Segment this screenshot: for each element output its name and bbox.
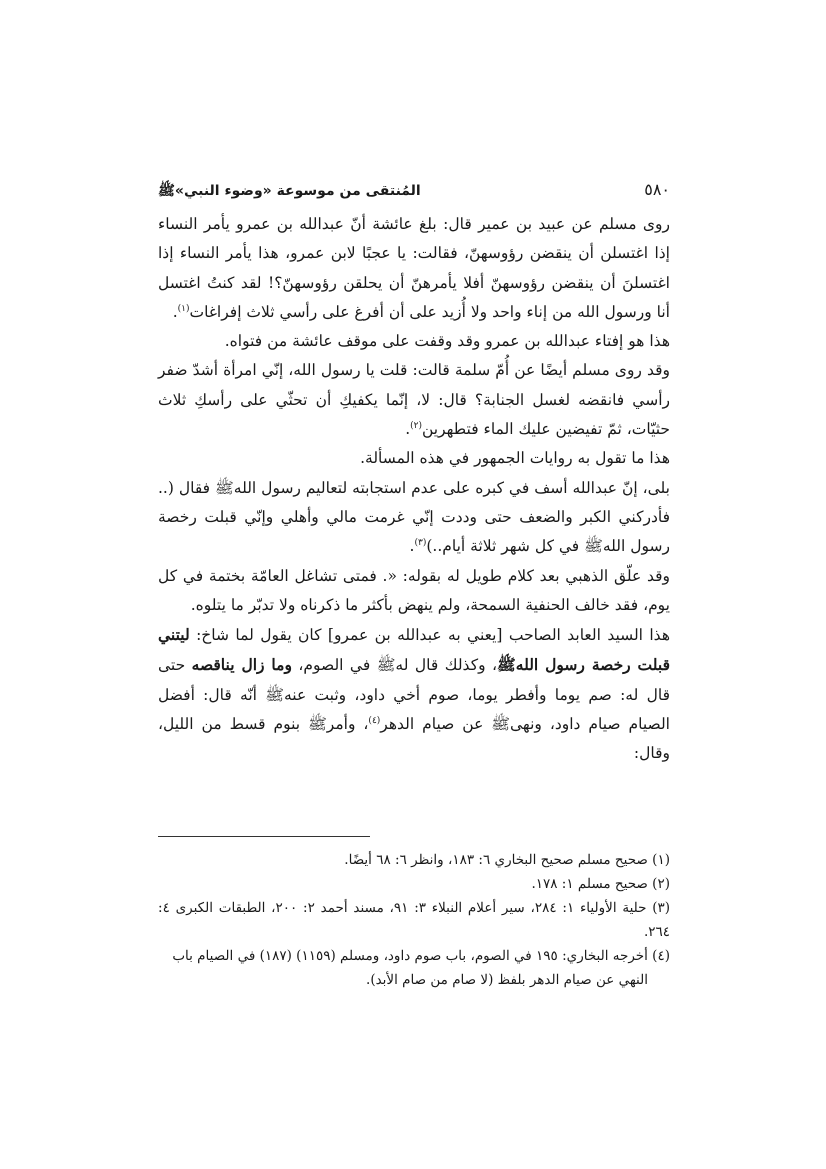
footnote-ref-2[interactable]: (٢) [410,420,422,431]
paragraph-2: هذا هو إفتاء عبدالله بن عمرو وقد وقفت على موقف عائشة من فتواه. [224,332,670,351]
book-title: المُنتقى من موسوعة «وضوء النبي»ﷺ [158,183,421,199]
footnotes [158,848,670,992]
paragraph-1-text: روى مسلم عن عبيد بن عمير قال: بلغ عائشة أنّ عبدالله بن عمرو يأمر النساء إذا اغتسلن أن ينقضن رؤوسهنّ، فقالت: يا عجبًا لابن عمرو، هذا يأمر النساء إذا اغتسلنَ أن ينقضن رؤوسهنّ أفلا يأمرهنّ أن يحلقن رؤوسهنّ؟! لقد كنتُ اغتسل أنا ورسول الله من إناء واحد ولا أُزيد على أن أفرغ على رأسي ثلاث إفراغات [158,215,670,321]
paragraph-6: وقد علّق الذهبي بعد كلام طويل له بقوله: «. فمتى تشاغل العامّة بختمة في كل يوم، فقد خالف الحنفية السمحة، ولم ينهض بأكثر ما ذكرناه ولا تدبّر ما يتلوه. [158,566,670,614]
main-text [158,210,670,769]
paragraph-4: هذا ما تقول به روايات الجمهور في هذه المسألة. [360,449,670,468]
paragraph-7-c: ، وكذلك قال لهﷺ في الصوم، [291,656,498,675]
footnote-3: (٣) حلية الأولياء ١: ٢٨٤، سير أعلام النبلاء ٣: ٩١، مسند أحمد ٢: ٢٠٠، الطبقات الكبرى ٤: ٢٦٤. [158,900,671,940]
footnote-4-continued: النهي عن صيام الدهر بلفظ (لا صام من صام الأبد). [366,972,648,988]
paragraph-7-bold-1: ليتني قبلت رخصة رسول اللهﷺ [158,625,670,675]
footnote-ref-4[interactable]: (٤) [368,715,381,726]
paragraph-5-text: بلى، إنّ عبدالله أسف في كبره على عدم استجابته لتعاليم رسول اللهﷺ فقال (.. فأدركني الكبر والضعف حتى وددت إنّي غرمت مالي وأهلي وإنّي قبلت رخصة رسول اللهﷺ في كل شهر ثلاثة أيام..) [158,478,670,556]
paragraph-5 [158,474,670,562]
paragraph-5-end: . [409,537,415,556]
paragraph-3-end: . [405,420,411,439]
page-number: ٥٨٠ [644,180,670,199]
paragraph-1-end: . [172,302,178,321]
paragraph-7 [158,620,670,768]
footnote-ref-3[interactable]: (٣) [414,538,427,549]
footnote-separator [158,836,370,837]
running-header [158,180,670,208]
footnote-4: (٤) أخرجه البخاري: ١٩٥ في الصوم، باب صوم داود، ومسلم (١١٥٩) (١٨٧) في الصيام باب [172,948,670,964]
footnote-1: (١) صحيح مسلم صحيح البخاري ٦: ١٨٣، وانظر ٦: ٦٨ أيضًا. [344,852,670,868]
paragraph-7-e: ، وأمرﷺ بنوم قسط من الليل، وقال: [158,715,670,763]
paragraph-1 [158,210,670,327]
footnote-ref-1[interactable]: (١) [177,303,190,314]
paragraph-3 [158,356,670,444]
page [158,180,670,769]
paragraph-3-text: وقد روى مسلم أيضًا عن أُمّ سلمة قالت: قلت يا رسول الله، إنّي امرأة أشدّ ضفر رأسي فانقضه لغسل الجنابة؟ قال: لا، إنّما يكفيكِ أن تحثّي على رأسكِ ثلاث حثيّات، ثمّ تفيضين عليك الماء فتطهرين [158,361,670,439]
paragraph-7-a: هذا السيد العابد الصاحب [يعني به عبدالله بن عمرو] كان يقول لما شاخ: [189,626,670,645]
paragraph-7-bold-2: وما زال يناقصه [191,655,292,675]
paragraph-7-d: حتى قال له: صم يوما وأفطر يوما، صوم أخي داود، وثبت عنهﷺ أنّه قال: أفضل الصيام صيام داود، ونهىﷺ عن صيام الدهر [158,656,670,734]
footnote-2: (٢) صحيح مسلم ١: ١٧٨. [531,876,670,892]
